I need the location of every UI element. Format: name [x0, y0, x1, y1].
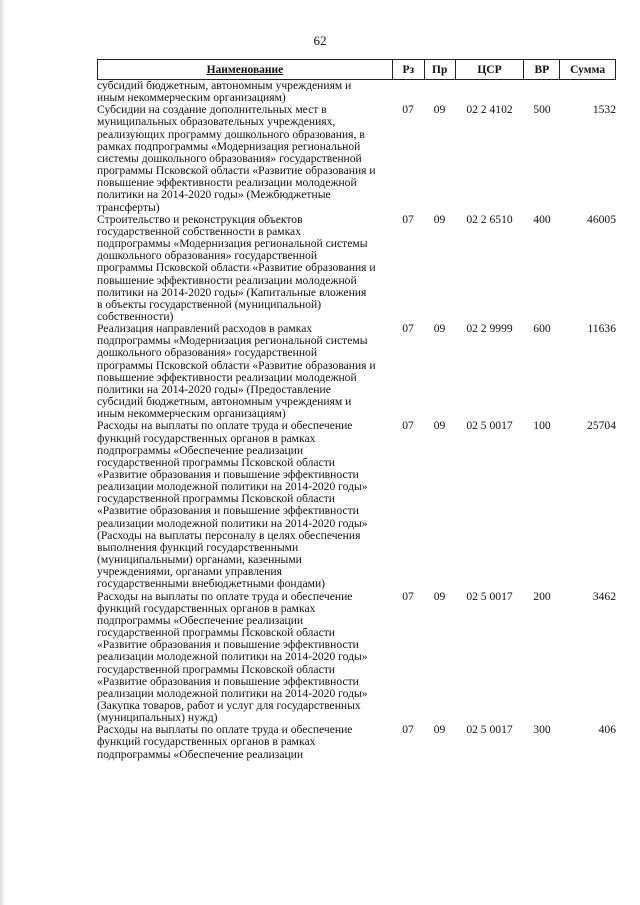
- header-name: Наименование: [206, 63, 284, 76]
- row-rz: [392, 80, 424, 104]
- table-header: [97, 59, 616, 80]
- table-row: [97, 323, 616, 420]
- row-pr: 09: [433, 589, 446, 603]
- row-csr: 02 5 0017: [466, 589, 513, 603]
- header-csr: ЦСР: [455, 60, 524, 79]
- row-rz: 07: [402, 322, 414, 336]
- row-pr: 09: [433, 322, 446, 336]
- table-row: [97, 591, 616, 725]
- row-vr: 600: [533, 322, 551, 336]
- row-rz: 07: [402, 589, 414, 603]
- row-csr: 02 2 6510: [466, 212, 513, 226]
- row-name: Реализация направлений расходов в рамках подпрограммы «Модернизация региональной системы дошкольного образования» государственной программы Псковской области «Развитие образования и повышение эффективности реализации молодежной политики на 2014-2020 годы» (Предоставление субсидий бюджетным, автономным учреждениям и иным некоммерческим организациям): [97, 322, 376, 421]
- table-row: [97, 724, 616, 760]
- row-sum: 1532: [592, 103, 616, 117]
- scan-edge-shadow: [0, 0, 5, 905]
- row-name: субсидий бюджетным, автономным учреждениям и иным некоммерческим организациям): [97, 79, 352, 105]
- row-vr: 100: [533, 419, 551, 433]
- row-rz: 07: [402, 419, 414, 433]
- row-name: Субсидии на создание дополнительных мест в муниципальных образовательных учреждениях, реализующих программу дошкольного образования, в рамках подпрограммы «Модернизация региональной системы дошкольного образования» государственной программы Псковской области «Развитие образования и повышение эффективности реализации молодежной политики на 2014-2020 годы» (Межбюджетные трансферты): [97, 103, 376, 214]
- row-vr: 500: [533, 103, 551, 117]
- row-sum: 11636: [587, 322, 616, 336]
- row-csr: 02 5 0017: [466, 419, 513, 433]
- row-vr: 200: [533, 589, 551, 603]
- row-rz: 07: [402, 103, 414, 117]
- row-name: Расходы на выплаты по оплате труда и обеспечение функций государственных органов в рамках подпрограммы «Обеспечение реализации государственной программы Псковской области «Развитие образования и повышение эффективности реализации молодежной политики на 2014-2020 годы» государственной программы Псковской области «Развитие образования и повышение эффективности реализации молодежной политики на 2014-2020 годы» (Закупка товаров, работ и услуг для государственных (муниципальных) нужд): [97, 589, 368, 725]
- page-number: 62: [313, 33, 327, 48]
- row-csr: 02 2 9999: [466, 322, 513, 336]
- row-csr: 02 5 0017: [466, 723, 513, 737]
- row-rz: 07: [402, 212, 414, 226]
- row-pr: [424, 80, 455, 104]
- row-pr: 09: [433, 419, 446, 433]
- row-name: Расходы на выплаты по оплате труда и обеспечение функций государственных органов в рамках подпрограммы «Обеспечение реализации: [97, 723, 353, 761]
- row-vr: [524, 80, 560, 104]
- row-sum: 3462: [592, 589, 616, 603]
- row-pr: 09: [433, 723, 446, 737]
- table-row: [97, 420, 616, 590]
- row-pr: 09: [433, 212, 446, 226]
- table-row: [97, 104, 616, 213]
- header-rz: Рз: [392, 60, 424, 79]
- header-pr: Пр: [424, 60, 455, 79]
- row-csr: 02 2 4102: [466, 103, 513, 117]
- row-sum: 46005: [587, 212, 616, 226]
- row-vr: 300: [533, 723, 551, 737]
- row-sum: 25704: [587, 419, 616, 433]
- row-rz: 07: [402, 723, 414, 737]
- header-sum: Сумма: [559, 60, 615, 79]
- budget-table: [97, 59, 616, 761]
- row-sum: [560, 80, 616, 104]
- row-pr: 09: [433, 103, 446, 117]
- row-csr: [455, 80, 524, 104]
- header-vr: ВР: [523, 60, 559, 79]
- row-name: Строительство и реконструкция объектов государственной собственности в рамках подпрограммы «Модернизация региональной системы дошкольного образования» государственной программы Псковской области «Развитие образования и повышение эффективности реализации молодежной политики на 2014-2020 годы» (Капитальные вложения в объекты государственной (муниципальной) собственности): [97, 212, 376, 323]
- row-sum: 406: [598, 723, 616, 737]
- row-vr: 400: [533, 212, 551, 226]
- table-row: [97, 80, 616, 104]
- row-name: Расходы на выплаты по оплате труда и обеспечение функций государственных органов в рамках подпрограммы «Обеспечение реализации государственной программы Псковской области «Развитие образования и повышение эффективности реализации молодежной политики на 2014-2020 годы» государственной программы Псковской области «Развитие образования и повышение эффективности реализации молодежной политики на 2014-2020 годы» (Расходы на выплаты персоналу в целях обеспечения выполнения функций государственными (муниципальными) органами, казенными учреждениями, органами управления государственными внебюджетными фондами): [97, 419, 368, 591]
- table-row: [97, 214, 616, 323]
